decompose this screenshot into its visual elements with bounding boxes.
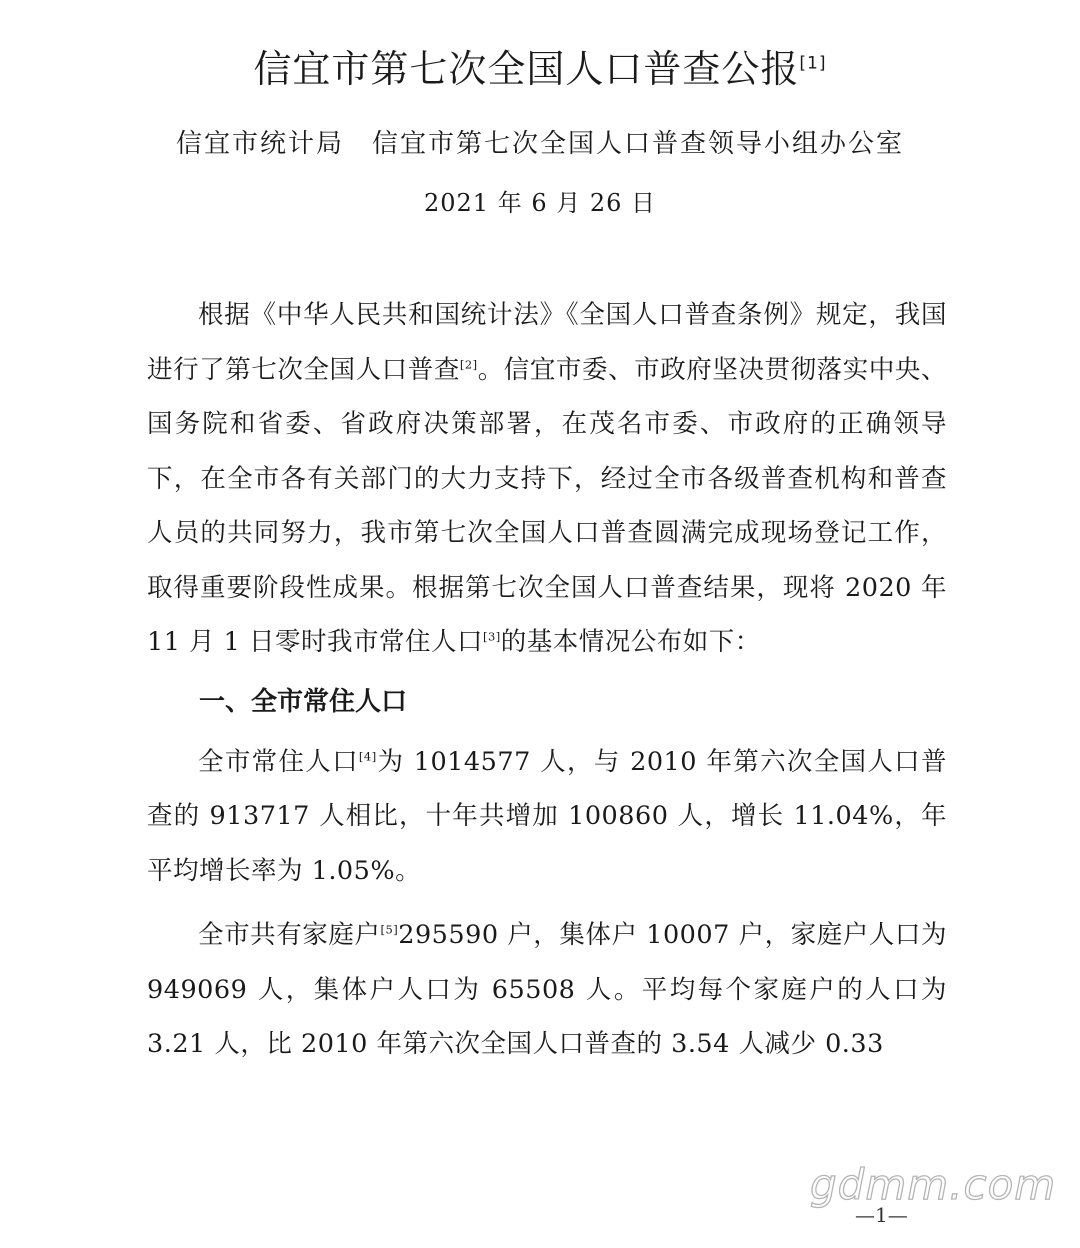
household-paragraph xyxy=(147,908,947,1072)
page-number: —1— xyxy=(855,1203,908,1227)
household-text-2: 295590 户，集体户 10007 户，家庭户人口为 949069 人，集体户人口为 65508 人。平均每个家庭户的人口为 3.21 人，比 2010 年第六次全国人口普查的 3.54 人减少 0.33 xyxy=(147,920,947,1059)
intro-text-3: 的基本情况公布如下： xyxy=(500,627,761,657)
intro-text-1: 根据《中华人民共和国统计法》《全国人口普查条例》规定，我国进行了第七次全国人口普查 xyxy=(147,300,947,385)
footnote-ref-3: [3] xyxy=(483,629,501,644)
site-watermark: gdmm.com xyxy=(810,1160,1057,1209)
footnote-ref-4: [4] xyxy=(358,749,377,763)
title-footnote-ref: [1] xyxy=(799,53,827,74)
footnote-ref-5: [5] xyxy=(380,922,399,937)
footnote-ref-2: [2] xyxy=(459,357,478,371)
household-text-1: 全市共有家庭户 xyxy=(198,920,381,950)
document-body xyxy=(147,288,947,1072)
intro-paragraph xyxy=(147,288,947,670)
section-heading: 一、全市常住人口 xyxy=(199,686,408,717)
population-paragraph xyxy=(147,735,947,899)
title-text: 信宜市第七次全国人口普查公报 xyxy=(253,47,800,91)
publish-date: 2021 年 6 月 26 日 xyxy=(423,189,657,217)
intro-text-2: 。信宜市委、市政府坚决贯彻落实中央、国务院和省委、省政府决策部署，在茂名市委、市政府的正确领导下，在全市各有关部门的大力支持下，经过全市各级普查机构和普查人员的共同努力，我市第七次全国人口普查圆满完成现场登记工作，取得重要阶段性成果。根据第七次全国人口普查结果，现将 2020 年 11 月 1 日零时我市常住人口 xyxy=(147,354,947,657)
population-text-1: 全市常住人口 xyxy=(198,746,359,777)
population-text-2: 为 1014577 人，与 2010 年第六次全国人口普查的 913717 人相比，十年共增加 100860 人，增长 11.04%，年平均增长率为 1.05%。 xyxy=(147,746,947,886)
issuing-organizations: 信宜市统计局 信宜市第七次全国人口普查领导小组办公室 xyxy=(175,129,904,159)
document-title xyxy=(0,38,1080,93)
